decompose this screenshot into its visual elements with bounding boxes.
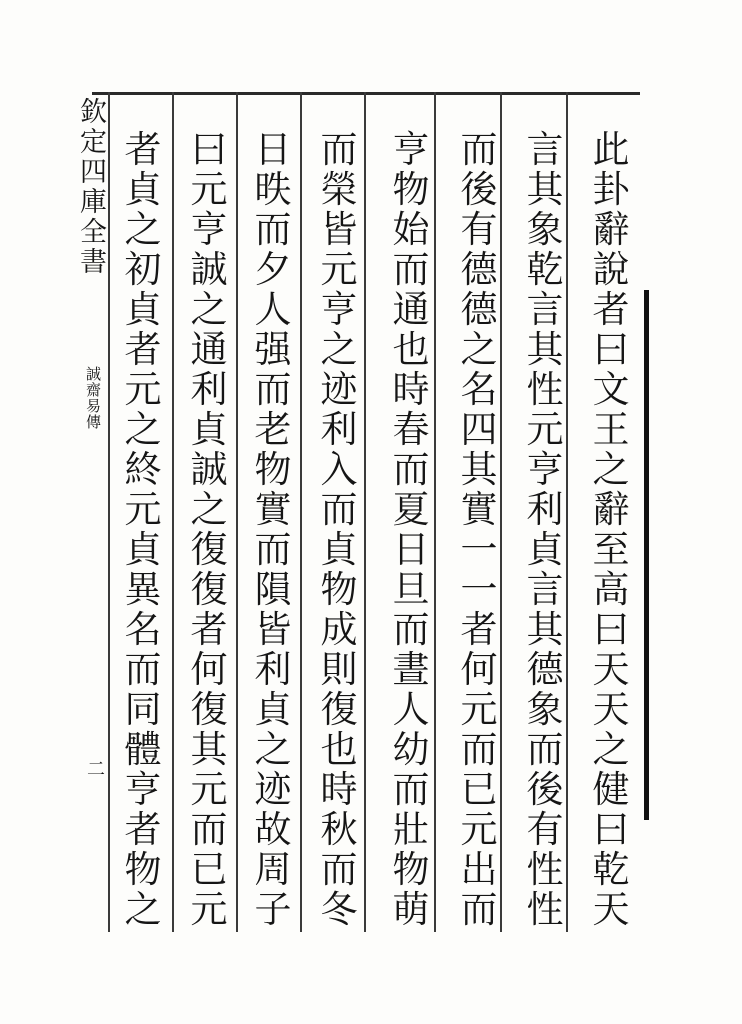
- title-character: 全: [80, 217, 107, 248]
- text-character: 亨: [392, 128, 430, 171]
- text-character: 其: [526, 608, 564, 651]
- title-character: 庫: [80, 187, 107, 218]
- column-rule: [364, 92, 366, 932]
- subtitle-character: 齋: [86, 381, 102, 399]
- text-character: 亨: [526, 448, 564, 491]
- text-character: 之: [592, 448, 630, 491]
- text-character: 夕: [254, 248, 292, 291]
- text-character: 迹: [254, 768, 292, 811]
- text-character: 體: [124, 728, 162, 771]
- text-character: 王: [592, 408, 630, 451]
- text-character: 出: [460, 848, 498, 891]
- page-margin: [80, 98, 110, 430]
- text-character: 其: [526, 328, 564, 371]
- text-character: 物: [124, 848, 162, 891]
- text-character: 誠: [190, 448, 228, 491]
- text-character: 物: [320, 568, 358, 611]
- text-character: 人: [392, 688, 430, 731]
- text-character: 而: [460, 728, 498, 771]
- text-character: 性: [526, 368, 564, 411]
- frame-top-border: [92, 92, 640, 95]
- title-character: 欽: [80, 97, 107, 128]
- text-character: 則: [320, 648, 358, 691]
- text-character: 一: [460, 528, 498, 571]
- text-character: 亨: [124, 768, 162, 811]
- text-character: 榮: [320, 168, 358, 211]
- text-character: 元: [190, 768, 228, 811]
- text-character: 昳: [254, 168, 292, 211]
- text-character: 之: [254, 728, 292, 771]
- text-character: 元: [190, 168, 228, 211]
- text-character: 復: [320, 688, 358, 731]
- text-character: 元: [190, 888, 228, 931]
- text-character: 冬: [320, 888, 358, 931]
- text-character: 夏: [392, 488, 430, 531]
- text-character: 已: [190, 848, 228, 891]
- text-character: 一: [460, 568, 498, 611]
- text-character: 者: [190, 608, 228, 651]
- text-character: 子: [254, 888, 292, 931]
- text-character: 秋: [320, 808, 358, 851]
- text-character: 春: [392, 408, 430, 451]
- text-character: 貞: [320, 528, 358, 571]
- text-character: 物: [392, 848, 430, 891]
- text-character: 誠: [190, 248, 228, 291]
- text-character: 皆: [254, 608, 292, 651]
- text-character: 利: [190, 368, 228, 411]
- text-character: 之: [124, 408, 162, 451]
- text-character: 隕: [254, 568, 292, 611]
- text-character: 終: [124, 448, 162, 491]
- text-character: 何: [190, 648, 228, 691]
- text-character: 幼: [392, 728, 430, 771]
- text-character: 德: [460, 248, 498, 291]
- book-title: [80, 98, 110, 278]
- text-character: 曰: [592, 808, 630, 851]
- text-character: 皆: [320, 208, 358, 251]
- text-character: 初: [124, 248, 162, 291]
- text-character: 而: [254, 208, 292, 251]
- text-character: 通: [190, 328, 228, 371]
- text-character: 之: [124, 888, 162, 931]
- text-character: 元: [460, 688, 498, 731]
- text-character: 其: [460, 448, 498, 491]
- text-character: 元: [526, 408, 564, 451]
- text-character: 老: [254, 408, 292, 451]
- section-title: [86, 366, 104, 430]
- text-column-3: [456, 130, 502, 930]
- text-character: 復: [190, 528, 228, 571]
- title-character: 四: [80, 157, 107, 188]
- text-character: 亨: [320, 288, 358, 331]
- text-character: 辭: [592, 208, 630, 251]
- text-character: 文: [592, 368, 630, 411]
- text-character: 元: [124, 368, 162, 411]
- text-column-4: [388, 130, 434, 930]
- text-character: 天: [592, 648, 630, 691]
- text-character: 而: [392, 768, 430, 811]
- text-character: 晝: [392, 648, 430, 691]
- text-character: 元: [124, 488, 162, 531]
- text-character: 天: [592, 688, 630, 731]
- text-character: 而: [190, 808, 228, 851]
- text-character: 高: [592, 568, 630, 611]
- text-character: 之: [190, 488, 228, 531]
- text-character: 通: [392, 288, 430, 331]
- column-rule: [434, 92, 436, 932]
- text-character: 實: [254, 488, 292, 531]
- text-character: 元: [320, 248, 358, 291]
- text-character: 貞: [124, 168, 162, 211]
- title-character: 書: [80, 247, 107, 278]
- text-character: 萌: [392, 888, 430, 931]
- text-column-1: [588, 130, 634, 930]
- text-character: 曰: [190, 128, 228, 171]
- text-character: 言: [526, 568, 564, 611]
- text-character: 强: [254, 328, 292, 371]
- text-character: 迹: [320, 368, 358, 411]
- text-character: 時: [320, 768, 358, 811]
- text-character: 貞: [526, 528, 564, 571]
- text-character: 後: [526, 768, 564, 811]
- text-character: 成: [320, 608, 358, 651]
- text-character: 有: [460, 208, 498, 251]
- text-character: 入: [320, 448, 358, 491]
- text-character: 曰: [592, 328, 630, 371]
- text-column-2: [522, 130, 568, 930]
- text-character: 而: [392, 448, 430, 491]
- page-number: 二: [87, 759, 105, 780]
- text-character: 德: [460, 288, 498, 331]
- text-character: 有: [526, 808, 564, 851]
- text-character: 物: [254, 448, 292, 491]
- text-character: 貞: [124, 288, 162, 331]
- text-character: 貞: [254, 688, 292, 731]
- column-rule: [300, 92, 302, 932]
- text-character: 而: [460, 888, 498, 931]
- text-character: 而: [124, 648, 162, 691]
- text-character: 其: [190, 728, 228, 771]
- text-character: 四: [460, 408, 498, 451]
- text-character: 之: [320, 328, 358, 371]
- text-character: 天: [592, 888, 630, 931]
- text-character: 貞: [124, 528, 162, 571]
- text-character: 說: [592, 248, 630, 291]
- text-character: 其: [526, 168, 564, 211]
- text-character: 亨: [190, 208, 228, 251]
- text-character: 始: [392, 208, 430, 251]
- text-character: 後: [460, 168, 498, 211]
- text-column-5: [316, 130, 362, 930]
- text-character: 復: [190, 568, 228, 611]
- text-character: 故: [254, 808, 292, 851]
- text-character: 同: [124, 688, 162, 731]
- text-character: 性: [526, 848, 564, 891]
- text-character: 而: [392, 248, 430, 291]
- text-character: 者: [460, 608, 498, 651]
- text-character: 利: [320, 408, 358, 451]
- text-character: 性: [526, 888, 564, 931]
- text-character: 異: [124, 568, 162, 611]
- text-character: 象: [526, 208, 564, 251]
- text-character: 而: [320, 848, 358, 891]
- frame-right-border: [644, 290, 649, 820]
- subtitle-character: 易: [86, 397, 102, 415]
- text-character: 之: [190, 288, 228, 331]
- text-character: 而: [392, 608, 430, 651]
- text-character: 此: [592, 128, 630, 171]
- text-character: 物: [392, 168, 430, 211]
- text-character: 之: [124, 208, 162, 251]
- text-character: 之: [460, 328, 498, 371]
- text-character: 利: [526, 488, 564, 531]
- text-character: 復: [190, 688, 228, 731]
- text-character: 也: [392, 328, 430, 371]
- text-character: 已: [460, 768, 498, 811]
- text-character: 之: [592, 728, 630, 771]
- text-character: 而: [254, 368, 292, 411]
- text-character: 元: [460, 808, 498, 851]
- text-character: 何: [460, 648, 498, 691]
- text-character: 而: [320, 488, 358, 531]
- text-column-6: [250, 130, 296, 930]
- text-character: 時: [392, 368, 430, 411]
- text-character: 乾: [526, 248, 564, 291]
- text-character: 者: [124, 808, 162, 851]
- text-character: 辭: [592, 488, 630, 531]
- text-character: 者: [592, 288, 630, 331]
- text-character: 日: [254, 128, 292, 171]
- text-character: 乾: [592, 848, 630, 891]
- text-character: 者: [124, 328, 162, 371]
- text-character: 日: [392, 528, 430, 571]
- text-character: 而: [254, 528, 292, 571]
- column-rule: [236, 92, 238, 932]
- text-character: 也: [320, 728, 358, 771]
- text-column-8: [120, 130, 166, 930]
- text-character: 實: [460, 488, 498, 531]
- subtitle-character: 誠: [86, 365, 102, 383]
- text-character: 利: [254, 648, 292, 691]
- text-character: 言: [526, 288, 564, 331]
- text-character: 至: [592, 528, 630, 571]
- text-character: 者: [124, 128, 162, 171]
- text-character: 象: [526, 688, 564, 731]
- text-character: 人: [254, 288, 292, 331]
- title-character: 定: [80, 127, 107, 158]
- text-character: 名: [124, 608, 162, 651]
- text-character: 旦: [392, 568, 430, 611]
- text-character: 名: [460, 368, 498, 411]
- text-column-7: [186, 130, 232, 930]
- text-character: 德: [526, 648, 564, 691]
- text-character: 周: [254, 848, 292, 891]
- text-character: 曰: [592, 608, 630, 651]
- column-rule: [172, 92, 174, 932]
- text-character: 健: [592, 768, 630, 811]
- text-character: 而: [320, 128, 358, 171]
- text-character: 壯: [392, 808, 430, 851]
- text-character: 而: [460, 128, 498, 171]
- subtitle-character: 傳: [86, 413, 102, 431]
- text-character: 卦: [592, 168, 630, 211]
- text-character: 言: [526, 128, 564, 171]
- text-character: 而: [526, 728, 564, 771]
- text-character: 貞: [190, 408, 228, 451]
